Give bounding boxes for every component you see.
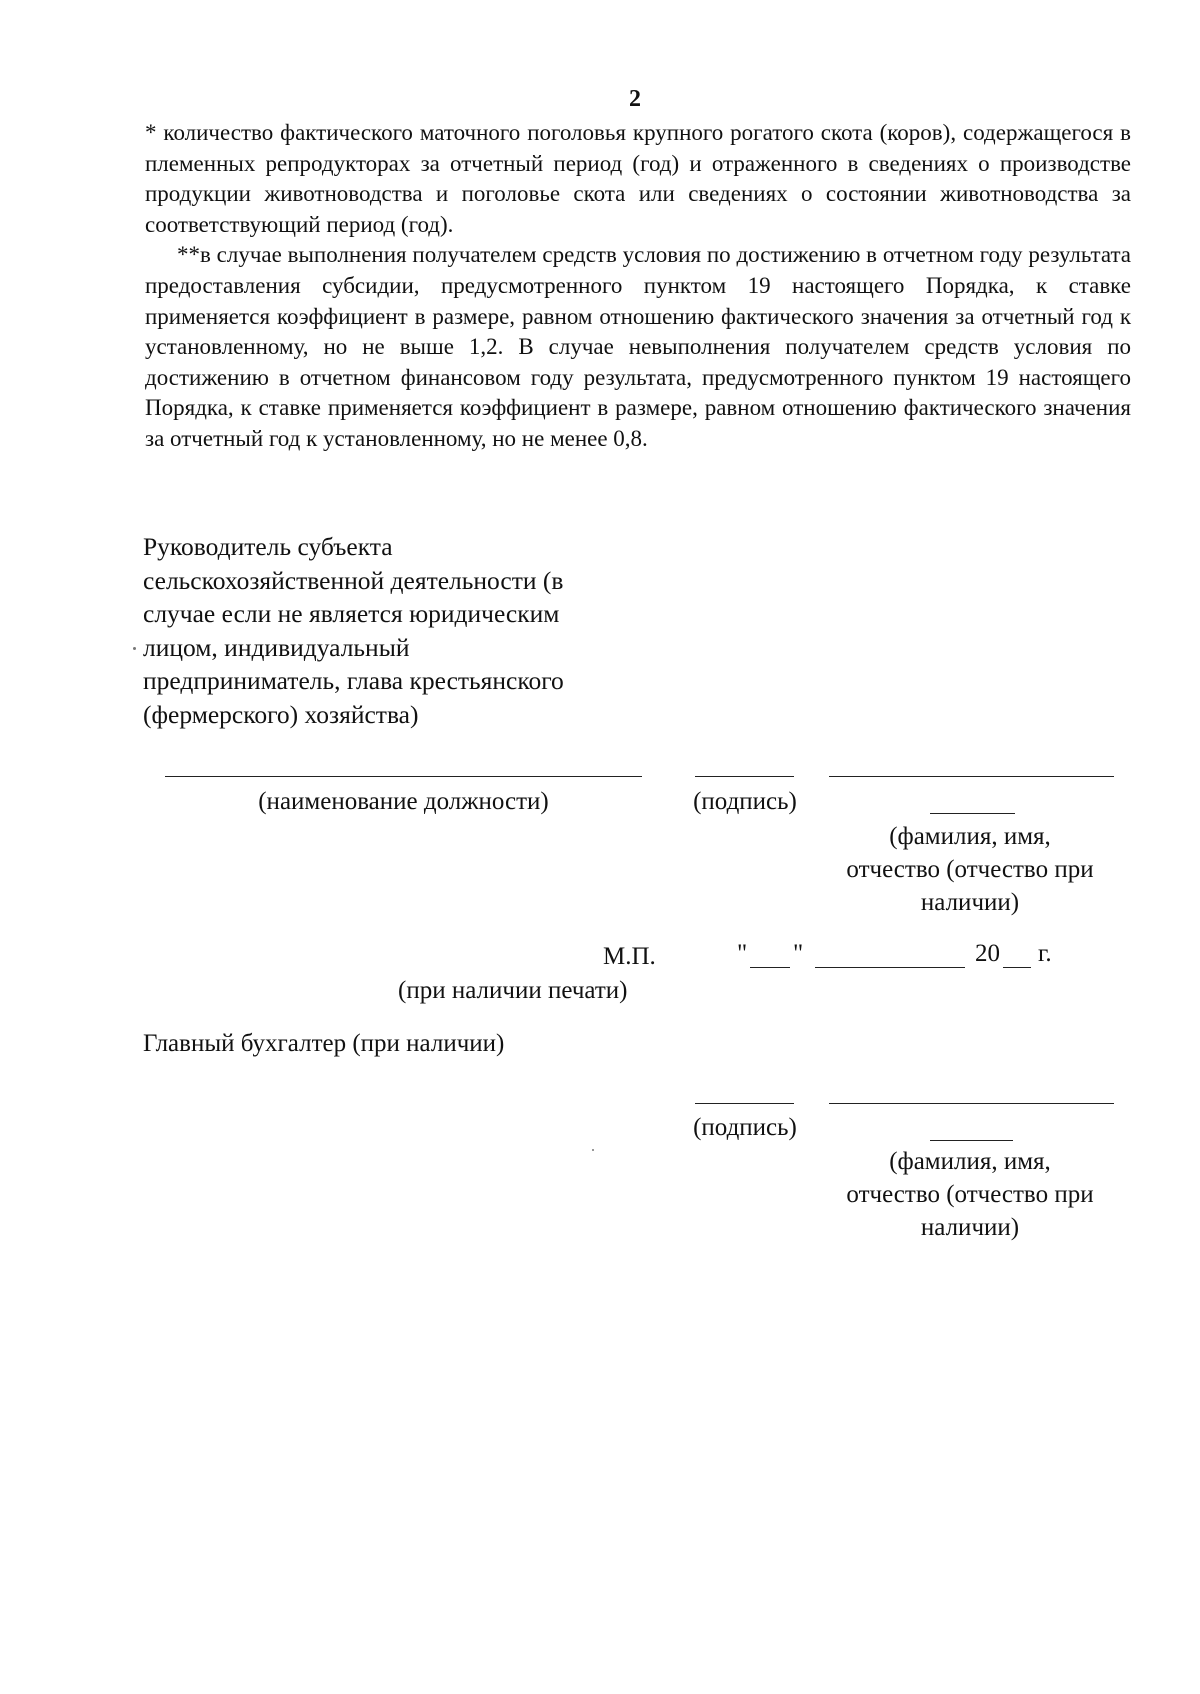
stamp-label: М.П. — [603, 943, 656, 970]
stamp-caption: (при наличии печати) — [398, 977, 628, 1004]
head-title-line: лицом, индивидуальный — [143, 632, 410, 662]
date-year-suffix: г. — [1038, 940, 1052, 967]
head-title — [143, 530, 643, 731]
accountant-name-caption — [810, 1145, 1130, 1244]
date-year-prefix: 20 — [975, 940, 1000, 967]
date-day-line — [750, 967, 790, 968]
footnotes — [145, 118, 1131, 455]
accountant-name-short-line — [930, 1140, 1013, 1141]
accountant-name-caption-line: наличии) — [920, 1214, 1020, 1241]
accountant-title: Главный бухгалтер (при наличии) — [143, 1030, 505, 1057]
date-close-quote: " — [793, 940, 804, 967]
position-line — [165, 776, 642, 777]
head-name-caption-line: наличии) — [920, 889, 1020, 916]
date-open-quote: " — [737, 940, 748, 967]
footnote-second: **в случае выполнения получателем средств условия по достижению в отчетном году результата предоставления субсидии, предусмотренного пунктом 19 настоящего Порядка, к ставке применяется коэффициент в размере, равном отношению фактического значения за отчетный год к установленному, но не выше 1,2. В случае невыполнения получателем средств условия по достижению в отчетном финансовом году результата, предусмотренного пунктом 19 настоящего Порядка, к ставке применяется коэффициент в размере, равном отношению фактического значения за отчетный год к установленному, но не менее 0,8. — [145, 242, 1131, 451]
scan-speck — [133, 647, 136, 650]
position-caption: (наименование должности) — [258, 788, 549, 815]
head-name-short-line — [930, 813, 1015, 814]
date-month-line — [815, 967, 965, 968]
head-name-caption-line: отчество (отчество при — [846, 856, 1094, 883]
date-year-line — [1003, 967, 1031, 968]
head-title-line: сельскохозяйственной деятельности (в — [143, 565, 564, 595]
scan-speck — [592, 1149, 594, 1151]
footnote-first: * количество фактического маточного поголовья крупного рогатого скота (коров), содержащегося в племенных репродукторах за отчетный период (год) и отраженного в сведениях о производстве продукции животноводства и поголовье скота или сведениях о состоянии животноводства за соответствующий период (год). — [145, 120, 1131, 237]
accountant-signature-caption: (подпись) — [693, 1114, 797, 1141]
accountant-signature-line — [695, 1103, 794, 1104]
head-title-line: предприниматель, глава крестьянского — [143, 666, 564, 695]
accountant-name-line — [829, 1103, 1114, 1104]
page-number: 2 — [629, 86, 641, 112]
accountant-name-caption-line: (фамилия, имя, — [889, 1148, 1051, 1175]
head-signature-line — [695, 776, 794, 777]
head-signature-caption: (подпись) — [693, 788, 797, 815]
accountant-name-caption-line: отчество (отчество при — [846, 1181, 1094, 1208]
head-title-line: Руководитель субъекта — [143, 532, 393, 561]
head-name-line — [829, 776, 1114, 777]
head-title-line: случае если не является юридическим — [143, 599, 560, 628]
head-name-caption-line: (фамилия, имя, — [889, 823, 1051, 850]
head-name-caption — [810, 820, 1130, 919]
head-title-line: (фермерского) хозяйства) — [143, 699, 419, 729]
